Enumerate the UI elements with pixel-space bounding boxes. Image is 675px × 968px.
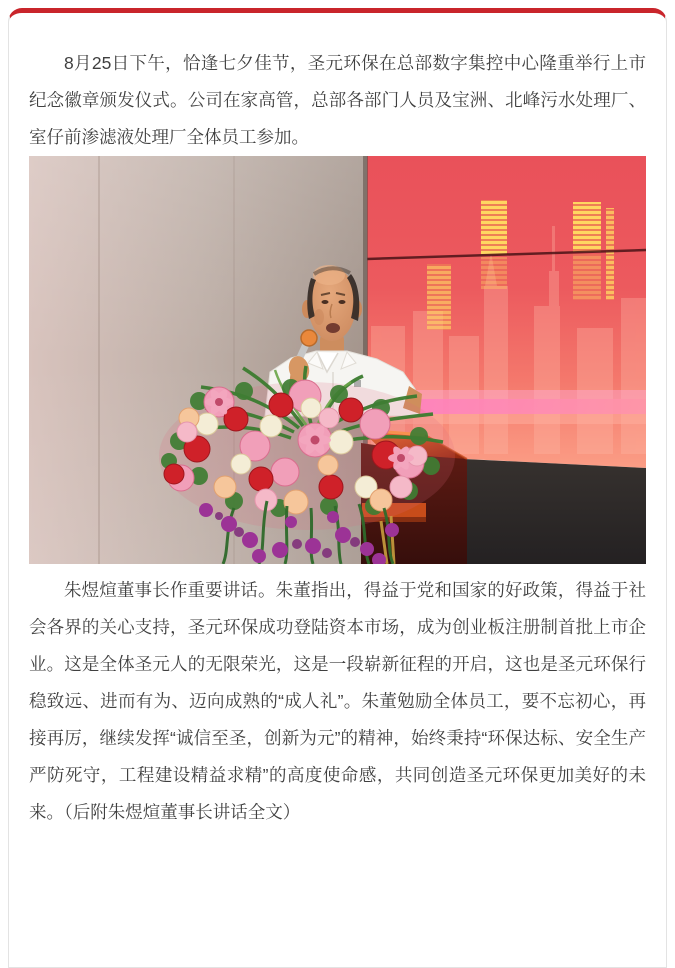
article-card [8,8,667,968]
event-photo[interactable] [29,156,646,564]
speech-paragraph: 朱煜煊董事长作重要讲话。朱董指出，得益于党和国家的好政策，得益于社会各界的关心支持，圣元环保成功登陆资本市场，成为创业板注册制首批上市企业。这是全体圣元人的无限荣光，这是一段崭新征程的开启，这也是圣元环保行稳致远、进而有为、迈向成熟的“成人礼”。朱董勉励全体员工，要不忘初心，再接再厉，继续发挥“诚信至圣，创新为元”的精神，始终秉持“环保达标、安全生产严防死守，工程建设精益求精”的高度使命感，共同创造圣元环保更加美好的未来。（后附朱煜煊董事长讲话全文） [29,580,646,822]
event-photo-graphic [29,156,646,564]
intro-paragraph: 8月25日下午，恰逢七夕佳节，圣元环保在总部数字集控中心隆重举行上市纪念徽章颁发仪式。公司在家高管，总部各部门人员及宝洲、北峰污水处理厂、室仔前渗滤液处理厂全体员工参加。 [29,53,646,147]
